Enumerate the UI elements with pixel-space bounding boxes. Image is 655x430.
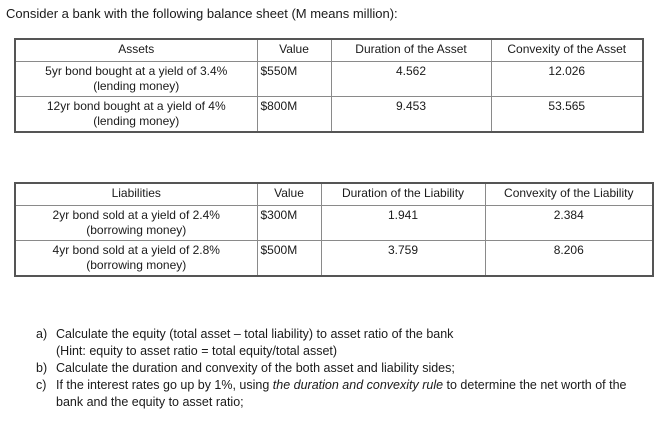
duration-header: Duration of the Asset: [331, 39, 491, 62]
duration-header: Duration of the Liability: [321, 183, 485, 206]
table-row: [15, 97, 643, 133]
liability-value: $500M: [257, 241, 321, 277]
value-header: Value: [257, 39, 331, 62]
asset-line1: 12yr bond bought at a yield of 4%: [46, 99, 226, 113]
question-c: [36, 377, 652, 411]
assets-header: Assets: [15, 39, 257, 62]
asset-duration: 4.562: [331, 62, 491, 97]
liability-convexity: 2.384: [485, 206, 653, 241]
question-label: c): [36, 378, 47, 392]
question-b: [36, 360, 652, 377]
question-text-after: to determine the net worth of the bank and the equity to asset ratio;: [56, 378, 627, 409]
liability-duration: 1.941: [321, 206, 485, 241]
assets-table: [14, 38, 644, 133]
liability-description: [15, 241, 257, 277]
assets-header-row: [15, 39, 643, 62]
liability-line2: (borrowing money): [86, 223, 187, 237]
liability-line2: (borrowing money): [86, 258, 187, 272]
asset-convexity: 53.565: [491, 97, 643, 133]
asset-convexity: 12.026: [491, 62, 643, 97]
liabilities-header-row: [15, 183, 653, 206]
intro-text: Consider a bank with the following balance sheet (M means million):: [6, 6, 398, 21]
asset-description: [15, 62, 257, 97]
liability-description: [15, 206, 257, 241]
asset-line1: 5yr bond bought at a yield of 3.4%: [45, 64, 228, 78]
question-text: Calculate the equity (total asset – total liability) to asset ratio of the bank: [56, 327, 454, 341]
convexity-header: Convexity of the Liability: [485, 183, 653, 206]
table-row: [15, 62, 643, 97]
asset-value: $550M: [257, 62, 331, 97]
convexity-header: Convexity of the Asset: [491, 39, 643, 62]
question-text-italic: the duration and convexity rule: [272, 378, 444, 392]
liabilities-table: [14, 182, 654, 277]
question-label: b): [36, 361, 48, 375]
asset-line2: (lending money): [93, 79, 180, 93]
question-a-hint: (Hint: equity to asset ratio = total equity/total asset): [56, 344, 338, 358]
asset-description: [15, 97, 257, 133]
table-row: [15, 206, 653, 241]
question-text: Calculate the duration and convexity of the both asset and liability sides;: [56, 361, 455, 375]
question-text-before: If the interest rates go up by 1%, using: [56, 378, 273, 392]
asset-duration: 9.453: [331, 97, 491, 133]
liability-value: $300M: [257, 206, 321, 241]
liability-line1: 4yr bond sold at a yield of 2.8%: [52, 243, 220, 257]
liability-line1: 2yr bond sold at a yield of 2.4%: [52, 208, 220, 222]
liability-duration: 3.759: [321, 241, 485, 277]
asset-value: $800M: [257, 97, 331, 133]
liabilities-header: Liabilities: [15, 183, 257, 206]
question-list: [36, 326, 652, 411]
asset-line2: (lending money): [93, 114, 180, 128]
liability-convexity: 8.206: [485, 241, 653, 277]
question-label: a): [36, 327, 48, 341]
question-a: [36, 326, 652, 343]
table-row: [15, 241, 653, 277]
value-header: Value: [257, 183, 321, 206]
